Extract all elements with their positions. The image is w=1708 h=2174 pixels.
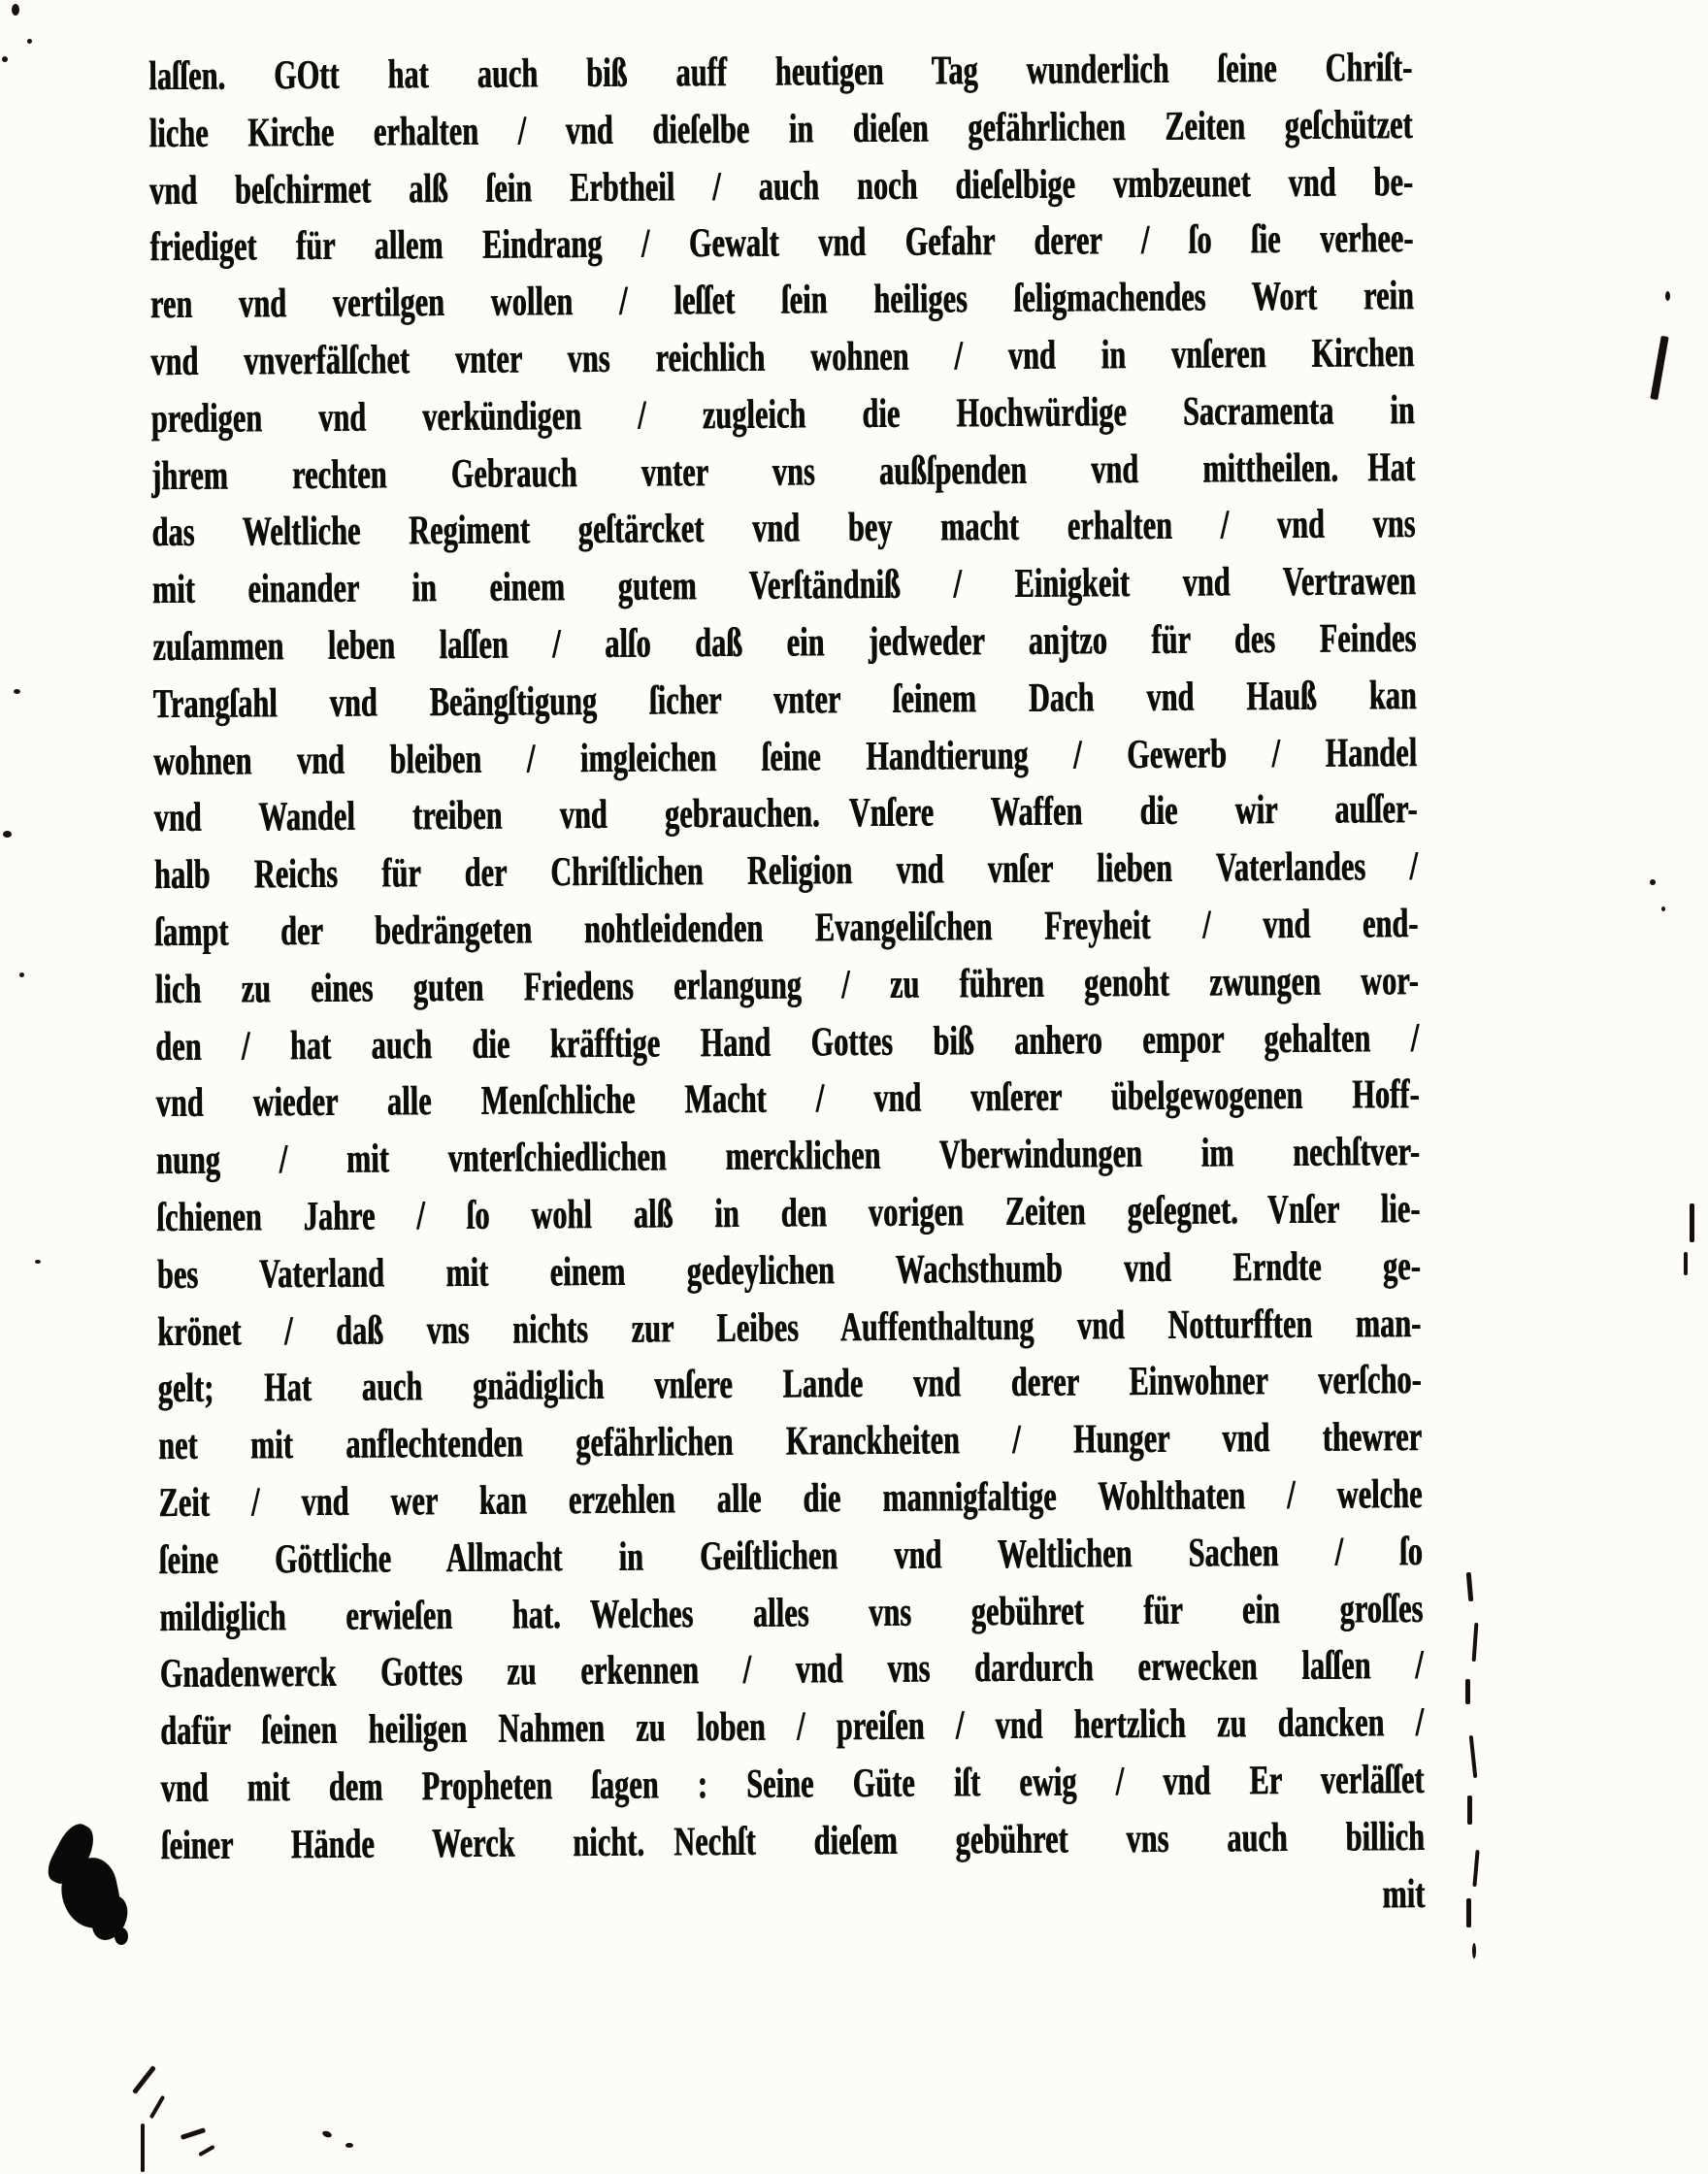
ink-speck bbox=[1472, 1943, 1476, 1959]
ink-speck bbox=[345, 2143, 353, 2148]
text-line: ren vnd vertilgen wollen / leſſet ſein heiliges ſeligmachendes Wort rein bbox=[149, 273, 1415, 328]
scratch-mark bbox=[1472, 1623, 1479, 1662]
text-line: nung / mit vnterſchiedlichen mercklichen Vberwindungen im nechſtver- bbox=[156, 1129, 1421, 1184]
body-text bbox=[148, 40, 1426, 1931]
scratch-mark bbox=[1465, 1679, 1470, 1704]
scratch-mark bbox=[181, 2127, 206, 2140]
text-line: lich zu eines guten Friedens erlangung / zu führen genoht zwungen wor- bbox=[154, 957, 1420, 1012]
scratch-mark bbox=[1690, 1203, 1694, 1242]
text-line: zuſammen leben laſſen / alſo daß ein jedweder anjtzo für des Feindes bbox=[152, 615, 1417, 671]
ink-speck bbox=[3, 831, 12, 838]
scratch-mark bbox=[149, 2095, 165, 2120]
ink-blob bbox=[115, 1927, 128, 1945]
ink-speck bbox=[2, 56, 8, 62]
text-line: vnd beſchirmet alß ſein Erbtheil / auch noch dieſelbige vmbzeunet vnd be- bbox=[149, 158, 1414, 214]
scratch-mark bbox=[198, 2145, 215, 2157]
text-line: mildiglich erwieſen hat. Welches alles vns gebühret für ein groſſes bbox=[159, 1585, 1424, 1640]
ink-speck bbox=[19, 972, 24, 977]
text-line: halb Reichs für der Chriſtlichen Religion vnd vnſer lieben Vaterlandes / bbox=[154, 843, 1419, 899]
catchword: mit bbox=[1382, 1870, 1426, 1917]
scratch-mark bbox=[132, 2065, 156, 2094]
text-line: liche Kirche erhalten / vnd dieſelbe in dieſen gefährlichen Zeiten geſchützet bbox=[148, 101, 1413, 156]
scratch-mark bbox=[1467, 1795, 1472, 1825]
text-line: laſſen. GOtt hat auch biß auff heutigen Tag wunderlich ſeine Chriſt- bbox=[148, 45, 1413, 100]
scratch-mark bbox=[141, 2124, 145, 2172]
scratch-mark bbox=[1650, 336, 1668, 400]
ink-speck bbox=[1661, 906, 1665, 911]
scratch-mark bbox=[1466, 1898, 1471, 1927]
scratch-mark bbox=[1469, 1735, 1478, 1778]
ink-speck bbox=[12, 4, 19, 16]
text-line: bes Vaterland mit einem gedeylichen Wachsthumb vnd Erndte ge- bbox=[156, 1242, 1422, 1298]
text-line: vnd vnverfälſchet vnter vns reichlich wohnen / vnd in vnſeren Kirchen bbox=[150, 330, 1415, 385]
ink-speck bbox=[1650, 879, 1656, 885]
scratch-mark bbox=[1684, 1252, 1688, 1275]
text-line: ſampt der bedrängeten nohtleidenden Evangeliſchen Freyheit / vnd end- bbox=[154, 901, 1419, 956]
ink-speck bbox=[321, 2129, 332, 2138]
text-line: dafür ſeinen heiligen Nahmen zu loben / preiſen / vnd hertzlich zu dancken / bbox=[160, 1699, 1425, 1755]
text-line: net mit anflechtenden gefährlichen Kranckheiten / Hunger vnd thewrer bbox=[158, 1414, 1423, 1469]
text-line: krönet / daß vns nichts zur Leibes Auffenthaltung vnd Notturfften man- bbox=[157, 1300, 1422, 1355]
ink-speck bbox=[35, 1260, 41, 1264]
text-line: den / hat auch die kräfftige Hand Gottes biß anhero empor gehalten / bbox=[155, 1014, 1420, 1070]
text-line: ſchienen Jahre / ſo wohl alß in den vorigen Zeiten geſegnet. Vnſer lie- bbox=[156, 1186, 1421, 1241]
text-line: vnd wieder alle Menſchliche Macht / vnd vnſerer übelgewogenen Hoff- bbox=[155, 1071, 1420, 1127]
text-line: vnd mit dem Propheten ſagen : Seine Güte iſt ewig / vnd Er verläſſet bbox=[160, 1757, 1425, 1811]
text-line: ſeiner Hände Werck nicht. Nechſt dieſem gebühret vns auch billich bbox=[161, 1813, 1426, 1868]
text-line: vnd Wandel treiben vnd gebrauchen. Vnſere Waffen die wir auſſer- bbox=[153, 786, 1418, 841]
text-line: mit einander in einem gutem Verſtändniß / Einigkeit vnd Vertrawen bbox=[151, 558, 1417, 613]
text-line: ſeine Göttliche Allmacht in Geiſtlichen vnd Weltlichen Sachen / ſo bbox=[158, 1528, 1424, 1583]
text-line: wohnen vnd bleiben / imgleichen ſeine Handtierung / Gewerb / Handel bbox=[153, 729, 1418, 784]
text-line: gelt; Hat auch gnädiglich vnſere Lande vnd derer Einwohner verſcho- bbox=[157, 1357, 1423, 1412]
text-line: predigen vnd verkündigen / zugleich die Hochwürdige Sacramenta in bbox=[150, 386, 1416, 442]
scratch-mark bbox=[1466, 1572, 1474, 1601]
text-line: jhrem rechten Gebrauch vnter vns außſpenden vnd mittheilen. Hat bbox=[151, 444, 1416, 499]
text-line: friediget für allem Eindrang / Gewalt vnd Gefahr derer / ſo ſie verhee- bbox=[149, 215, 1414, 271]
text-line: Trangſahl vnd Beängſtigung ſicher vnter ſeinem Dach vnd Hauß kan bbox=[152, 672, 1418, 727]
text-line: Zeit / vnd wer kan erzehlen alle die mannigfaltige Wohlthaten / welche bbox=[158, 1471, 1423, 1527]
text-line: das Weltliche Regiment geſtärcket vnd bey macht erhalten / vnd vns bbox=[151, 501, 1416, 556]
scratch-mark bbox=[1472, 1850, 1479, 1887]
ink-speck bbox=[1665, 291, 1670, 301]
ink-speck bbox=[14, 689, 20, 694]
text-line: Gnadenwerck Gottes zu erkennen / vnd vns dardurch erwecken laſſen / bbox=[159, 1642, 1425, 1697]
ink-speck bbox=[27, 39, 32, 44]
